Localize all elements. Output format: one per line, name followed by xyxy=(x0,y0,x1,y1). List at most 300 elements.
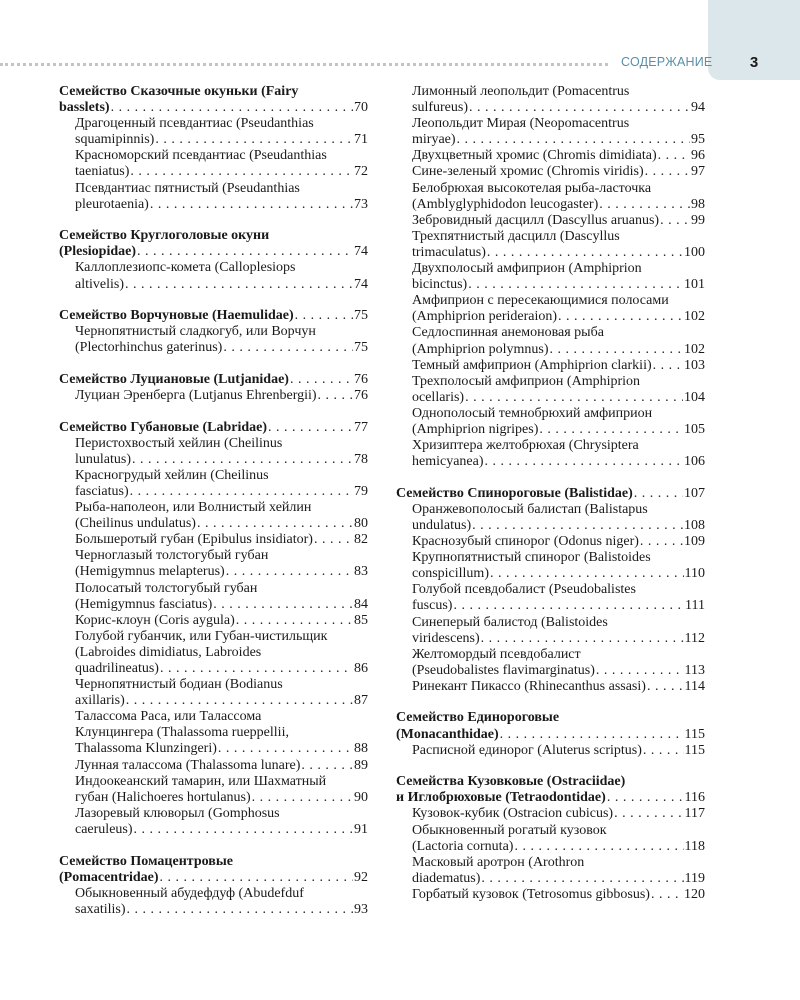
toc-page-number: 90 xyxy=(354,789,368,805)
toc-species-entry xyxy=(396,806,705,822)
toc-species-entry xyxy=(396,647,705,679)
toc-entry-text: Сине-зеленый хромис (Chromis viridis) xyxy=(412,164,644,180)
toc-entry-text: и Иглобрюховые (Tetraodontidae) xyxy=(396,790,606,806)
toc-page-number: 110 xyxy=(684,566,705,582)
toc-entry-text: Лимонный леопольдит (Pomacentrus xyxy=(412,84,630,99)
dot-leader xyxy=(550,342,684,358)
toc-page-number: 76 xyxy=(354,388,368,403)
dot-leader xyxy=(658,148,690,164)
toc-entry-text: basslets) xyxy=(59,100,110,116)
toc-line xyxy=(59,758,368,774)
toc-species-entry xyxy=(59,532,368,548)
toc-line xyxy=(59,629,368,645)
toc-entry-text: Краснозубый спинорог (Odonus niger) xyxy=(412,534,639,550)
toc-entry-text: Семейство Губановые (Labridae) xyxy=(59,419,268,435)
toc-entry-text: pleurotaenia) xyxy=(75,196,149,212)
section-gap xyxy=(59,838,368,854)
toc-line xyxy=(396,582,705,598)
toc-line xyxy=(59,197,368,213)
toc-species-entry xyxy=(59,324,368,356)
toc-page-number: 80 xyxy=(354,516,368,532)
toc-entry-text: Лунная талассома (Thalassoma lunare) xyxy=(75,757,301,773)
toc-entry-text: viridescens) xyxy=(412,630,480,646)
toc-family-entry xyxy=(396,710,705,742)
toc-line xyxy=(396,534,705,550)
toc-page-number: 111 xyxy=(685,598,705,614)
dot-leader xyxy=(453,598,684,614)
toc-species-entry xyxy=(396,502,705,534)
toc-species-entry xyxy=(59,468,368,500)
toc-page-number: 74 xyxy=(354,276,368,292)
toc-species-entry xyxy=(59,806,368,838)
toc-line xyxy=(396,615,705,631)
toc-line xyxy=(59,324,368,340)
dot-leader xyxy=(130,484,353,500)
dot-leader xyxy=(150,197,353,213)
toc-line xyxy=(59,372,368,388)
toc-entry-text: Семейства Кузовковые (Ostraciidae) xyxy=(396,774,626,790)
toc-line xyxy=(396,871,705,887)
toc-line xyxy=(59,564,368,580)
toc-entry-text: Семейство Луциановые (Lutjanidae) xyxy=(59,371,289,387)
toc-entry-text: Рыба-наполеон, или Волнистый хейлин xyxy=(75,500,312,516)
toc-line xyxy=(396,132,705,148)
dot-leader xyxy=(457,132,690,148)
toc-page-number: 118 xyxy=(684,838,705,854)
toc-entry-text: axillaris) xyxy=(75,693,125,709)
toc-species-entry xyxy=(396,293,705,325)
toc-page-number: 102 xyxy=(684,309,705,325)
toc-species-entry xyxy=(396,743,705,759)
dot-leader xyxy=(490,566,684,582)
dot-leader xyxy=(469,100,690,116)
toc-page-number: 82 xyxy=(354,532,368,548)
toc-entry-text: (Amphiprion perideraion) xyxy=(412,309,558,325)
toc-page-number: 83 xyxy=(354,564,368,580)
section-gap xyxy=(59,404,368,420)
dot-leader xyxy=(647,679,684,695)
toc-entry-text: Полосатый толстогубый губан xyxy=(75,580,258,596)
dot-leader xyxy=(137,244,353,260)
toc-entry-text: (Hemigymnus melapterus) xyxy=(75,564,225,580)
dot-leader xyxy=(596,663,684,679)
toc-page-number: 87 xyxy=(354,693,368,709)
toc-line xyxy=(396,550,705,566)
toc-species-entry xyxy=(396,181,705,213)
toc-species-entry xyxy=(59,500,368,532)
dot-leader xyxy=(614,806,683,822)
toc-entry-text: ocellaris) xyxy=(412,389,465,405)
toc-species-entry xyxy=(396,615,705,647)
toc-entry-text: lunulatus) xyxy=(75,451,131,467)
toc-entry-text: Thalassoma Klunzingeri) xyxy=(75,741,217,757)
toc-entry-text: Белобрюхая высокотелая рыба-ласточка xyxy=(412,180,652,196)
toc-species-entry xyxy=(396,84,705,116)
toc-line xyxy=(396,325,705,341)
toc-entry-text: caeruleus) xyxy=(75,821,133,837)
dot-leader xyxy=(197,516,353,532)
toc-entry-text: Талассома Раса, или Талассома xyxy=(75,709,262,725)
toc-line xyxy=(396,887,705,903)
dot-leader xyxy=(301,758,353,774)
toc-entry-text: Масковый аротрон (Arothron xyxy=(412,854,585,870)
toc-page-number: 74 xyxy=(354,244,368,260)
toc-species-entry xyxy=(59,677,368,709)
toc-line xyxy=(59,597,368,613)
toc-entry-text: Драгоценный псевдантиас (Pseudanthias xyxy=(75,116,314,132)
toc-species-entry xyxy=(59,436,368,468)
toc-line xyxy=(59,452,368,468)
toc-species-entry xyxy=(59,613,368,629)
toc-species-entry xyxy=(396,887,705,903)
toc-page-number: 101 xyxy=(684,277,705,293)
toc-entry-text: Красногрудый хейлин (Cheilinus xyxy=(75,467,269,483)
toc-entry-text: (Amblyglyphidodon leucogaster) xyxy=(412,196,599,212)
toc-species-entry xyxy=(396,855,705,887)
toc-line xyxy=(59,164,368,180)
toc-entry-text: Псевдантиас пятнистый (Pseudanthias xyxy=(75,180,300,196)
toc-page-number: 100 xyxy=(684,244,705,260)
dot-leader xyxy=(160,870,353,886)
dot-leader xyxy=(465,390,683,406)
toc-line xyxy=(59,181,368,197)
toc-line xyxy=(396,774,705,790)
toc-page-number: 107 xyxy=(684,485,705,501)
dot-leader xyxy=(634,486,683,502)
toc-entry-text: Крупнопятнистый спинорог (Balistoides xyxy=(412,550,651,566)
toc-species-entry xyxy=(59,116,368,148)
toc-entry-text: undulatus) xyxy=(412,517,472,533)
dot-leader xyxy=(236,613,353,629)
toc-page-number: 119 xyxy=(684,870,705,886)
toc-page-number: 77 xyxy=(354,419,368,435)
toc-entry-text: Обыкновенный абудефдуф (Abudefduf xyxy=(75,885,304,901)
dot-leader xyxy=(134,822,353,838)
toc-line xyxy=(396,486,705,502)
toc-line xyxy=(59,532,368,548)
toc-line xyxy=(59,645,368,661)
toc-line xyxy=(396,438,705,454)
toc-entry-text: miryae) xyxy=(412,132,456,148)
toc-line xyxy=(59,693,368,709)
toc-line xyxy=(59,548,368,564)
toc-entry-text: Однополосый темнобрюхий амфиприон xyxy=(412,405,653,421)
toc-line xyxy=(59,806,368,822)
toc-line xyxy=(396,710,705,726)
toc-page-number: 76 xyxy=(354,371,368,387)
dot-leader xyxy=(252,790,353,806)
toc-species-entry xyxy=(59,148,368,180)
toc-species-entry xyxy=(396,325,705,357)
toc-line xyxy=(396,598,705,614)
toc-entry-text: conspicillum) xyxy=(412,566,489,582)
toc-entry-text: Трехпятнистый дасцилл (Dascyllus xyxy=(412,228,620,244)
dot-leader xyxy=(660,213,690,229)
toc-family-entry xyxy=(396,774,705,806)
toc-entry-text: (Monacanthidae) xyxy=(396,726,499,742)
toc-line xyxy=(59,116,368,132)
toc-page-number: 89 xyxy=(354,757,368,773)
dot-leader xyxy=(290,372,353,388)
toc-species-entry xyxy=(396,550,705,582)
dot-leader xyxy=(481,871,683,887)
dot-leader xyxy=(599,197,690,213)
toc-entry-text: fuscus) xyxy=(412,598,453,614)
dot-leader xyxy=(651,887,683,903)
dot-leader xyxy=(640,534,683,550)
toc-page-number: 117 xyxy=(684,806,705,822)
toc-line xyxy=(396,245,705,261)
dot-leader xyxy=(226,564,353,580)
toc-line xyxy=(396,229,705,245)
toc-entry-text: Семейство Круглоголовые окуни xyxy=(59,228,270,244)
toc-page-number: 99 xyxy=(691,212,705,228)
toc-line xyxy=(59,613,368,629)
dot-leader xyxy=(111,100,353,116)
toc-page-number: 75 xyxy=(354,340,368,356)
toc-line xyxy=(396,84,705,100)
dot-leader xyxy=(155,132,353,148)
toc-entry-text: Лазоревый клюворыл (Gomphosus xyxy=(75,805,280,821)
dot-leader xyxy=(645,164,690,180)
toc-species-entry xyxy=(59,758,368,774)
toc-line xyxy=(396,647,705,663)
toc-page-number: 86 xyxy=(354,661,368,676)
toc-entry-text: (Amphiprion nigripes) xyxy=(412,421,539,437)
toc-page-number: 96 xyxy=(691,148,705,164)
toc-entry-text: Каллоплезиопс-комета (Calloplesiops xyxy=(75,260,296,276)
toc-line xyxy=(59,886,368,902)
toc-line xyxy=(396,390,705,406)
toc-page-number: 91 xyxy=(354,821,368,837)
toc-entry-text: Семейство Спинороговые (Balistidae) xyxy=(396,485,633,501)
toc-line xyxy=(396,631,705,647)
toc-line xyxy=(396,374,705,390)
toc-entry-text: fasciatus) xyxy=(75,483,129,499)
toc-species-entry xyxy=(59,774,368,806)
section-gap xyxy=(396,470,705,486)
dot-leader xyxy=(132,452,353,468)
toc-line xyxy=(59,822,368,838)
toc-entry-text: Кузовок-кубик (Ostracion cubicus) xyxy=(412,806,614,822)
dot-leader xyxy=(472,518,683,534)
toc-line xyxy=(59,774,368,790)
toc-line xyxy=(396,116,705,132)
toc-entry-text: Леопольдит Мирая (Neopomacentrus xyxy=(412,116,630,132)
toc-entry-text: (Lactoria cornuta) xyxy=(412,838,514,854)
toc-page-number: 72 xyxy=(354,164,368,180)
toc-entry-text: Чернопятнистый сладкогуб, или Ворчун xyxy=(75,324,316,340)
toc-entry-text: Перистохвостый хейлин (Cheilinus xyxy=(75,435,283,451)
toc-page-number: 71 xyxy=(354,132,368,148)
toc-species-entry xyxy=(396,116,705,148)
toc-species-entry xyxy=(396,438,705,470)
dot-leader xyxy=(643,743,684,759)
toc-entry-text: Горбатый кузовок (Tetrosomus gibbosus) xyxy=(412,886,650,902)
toc-entry-text: Голубой псевдобалист (Pseudobalistes xyxy=(412,582,636,598)
toc-entry-text: sulfureus) xyxy=(412,100,468,116)
toc-species-entry xyxy=(396,213,705,229)
toc-species-entry xyxy=(396,374,705,406)
toc-line xyxy=(396,679,705,695)
toc-line xyxy=(396,148,705,164)
toc-line xyxy=(396,454,705,470)
toc-entry-text: diadematus) xyxy=(412,870,481,886)
dot-leader xyxy=(481,631,684,647)
toc-line xyxy=(396,406,705,422)
toc-line xyxy=(396,261,705,277)
toc-entry-text: Зебровидный дасцилл (Dascyllus aruanus) xyxy=(412,212,660,228)
toc-species-entry xyxy=(59,260,368,292)
toc-line xyxy=(59,709,368,725)
dot-leader xyxy=(314,532,353,548)
toc-entry-text: Хризиптера желтобрюхая (Chrysiptera xyxy=(412,438,639,454)
toc-species-entry xyxy=(396,358,705,374)
toc-line xyxy=(396,727,705,743)
toc-entry-text: Амфиприон с пересекающимися полосами xyxy=(412,293,669,309)
toc-entry-text: Клунцингера (Thalassoma rueppellii, xyxy=(75,725,289,741)
toc-line xyxy=(59,516,368,532)
page-number: 3 xyxy=(749,54,759,71)
toc-species-entry xyxy=(59,629,368,677)
toc-line xyxy=(396,181,705,197)
page-number-tab xyxy=(708,0,800,80)
dot-leader xyxy=(607,790,684,806)
toc-line xyxy=(59,902,368,918)
toc-line xyxy=(59,500,368,516)
toc-entry-text: Синеперый балистод (Balistoides xyxy=(412,614,608,630)
toc-line xyxy=(59,388,368,404)
dot-leader xyxy=(130,164,353,180)
toc-line xyxy=(396,197,705,213)
toc-entry-text: Ринекант Пикассо (Rhinecanthus assasi) xyxy=(412,678,646,694)
toc-line xyxy=(396,422,705,438)
toc-page-number: 93 xyxy=(354,901,368,917)
toc-line xyxy=(59,725,368,741)
toc-species-entry xyxy=(59,886,368,918)
toc-line xyxy=(396,566,705,582)
toc-family-entry xyxy=(59,308,368,324)
toc-page-number: 79 xyxy=(354,483,368,499)
toc-line xyxy=(59,132,368,148)
toc-entry-text: squamipinnis) xyxy=(75,132,155,148)
toc-species-entry xyxy=(396,534,705,550)
toc-line xyxy=(396,100,705,116)
section-gap xyxy=(396,695,705,711)
toc-right-column xyxy=(396,84,705,903)
toc-entry-text: Расписной единорог (Aluterus scriptus) xyxy=(412,742,642,758)
toc-page-number: 102 xyxy=(684,341,705,357)
toc-entry-text: Двухполосый амфиприон (Amphiprion xyxy=(412,261,642,277)
toc-entry-text: Семейство Помацентровые xyxy=(59,853,233,869)
toc-line xyxy=(396,806,705,822)
dot-leader xyxy=(514,839,683,855)
toc-line xyxy=(396,663,705,679)
dot-leader xyxy=(487,245,683,261)
dot-leader xyxy=(126,693,353,709)
toc-species-entry xyxy=(396,164,705,180)
toc-family-entry xyxy=(59,420,368,436)
toc-line xyxy=(396,358,705,374)
toc-entry-text: Индоокеанский тамарин, или Шахматный xyxy=(75,773,327,789)
toc-family-entry xyxy=(59,372,368,388)
toc-page-number: 98 xyxy=(691,196,705,212)
toc-line xyxy=(396,790,705,806)
dot-leader xyxy=(125,277,353,293)
toc-entry-text: (Hemigymnus fasciatus) xyxy=(75,596,213,612)
toc-page-number: 85 xyxy=(354,612,368,628)
toc-line xyxy=(396,823,705,839)
toc-line xyxy=(59,84,368,100)
toc-page-number: 115 xyxy=(684,742,705,758)
toc-page-number: 108 xyxy=(684,517,705,533)
dot-leader xyxy=(653,358,683,374)
section-gap xyxy=(59,293,368,309)
dot-leader xyxy=(500,727,684,743)
toc-line xyxy=(396,502,705,518)
toc-left-column xyxy=(59,84,368,918)
toc-line xyxy=(59,790,368,806)
toc-species-entry xyxy=(59,388,368,404)
toc-line xyxy=(59,741,368,757)
toc-entry-text: bicinctus) xyxy=(412,277,468,293)
toc-entry-text: Чернопятнистый бодиан (Bodianus xyxy=(75,677,283,693)
toc-page-number: 105 xyxy=(684,421,705,437)
toc-entry-text: (Cheilinus undulatus) xyxy=(75,516,196,532)
toc-page-number: 84 xyxy=(354,596,368,612)
dot-leader xyxy=(539,422,683,438)
toc-entry-text: quadrilineatus) xyxy=(75,661,159,676)
dot-leader xyxy=(218,741,353,757)
toc-entry-text: trimaculatus) xyxy=(412,244,486,260)
toc-family-entry xyxy=(59,228,368,260)
toc-line xyxy=(59,420,368,436)
toc-page-number: 116 xyxy=(684,790,705,806)
toc-line xyxy=(396,743,705,759)
toc-species-entry xyxy=(396,582,705,614)
toc-page-number: 95 xyxy=(691,132,705,148)
toc-entry-text: (Plesiopidae) xyxy=(59,244,136,260)
toc-entry-text: altivelis) xyxy=(75,276,124,292)
toc-page-number: 92 xyxy=(354,869,368,885)
toc-entry-text: Темный амфиприон (Amphiprion clarkii) xyxy=(412,357,652,373)
section-gap xyxy=(59,213,368,229)
toc-entry-text: (Pomacentridae) xyxy=(59,869,159,885)
toc-entry-text: taeniatus) xyxy=(75,164,130,180)
toc-line xyxy=(59,277,368,293)
toc-line xyxy=(59,484,368,500)
dot-leader xyxy=(223,340,353,356)
toc-line xyxy=(59,244,368,260)
toc-line xyxy=(396,839,705,855)
toc-species-entry xyxy=(396,148,705,164)
toc-page-number: 114 xyxy=(684,678,705,694)
toc-page-number: 70 xyxy=(354,100,368,116)
toc-page-number: 112 xyxy=(684,630,705,646)
toc-entry-text: Желтомордый псевдобалист xyxy=(412,646,581,662)
toc-line xyxy=(59,100,368,116)
toc-line xyxy=(396,309,705,325)
toc-line xyxy=(59,260,368,276)
toc-line xyxy=(396,277,705,293)
toc-entry-text: Семейство Сказочные окуньки (Fairy xyxy=(59,84,299,99)
toc-entry-text: (Amphiprion polymnus) xyxy=(412,341,549,357)
dot-leader xyxy=(268,420,353,436)
dot-leader xyxy=(213,597,353,613)
toc-entry-text: Семейство Ворчуновые (Haemulidae) xyxy=(59,308,294,324)
toc-page-number: 75 xyxy=(354,308,368,324)
toc-entry-text: (Plectorhinchus gaterinus) xyxy=(75,340,223,356)
